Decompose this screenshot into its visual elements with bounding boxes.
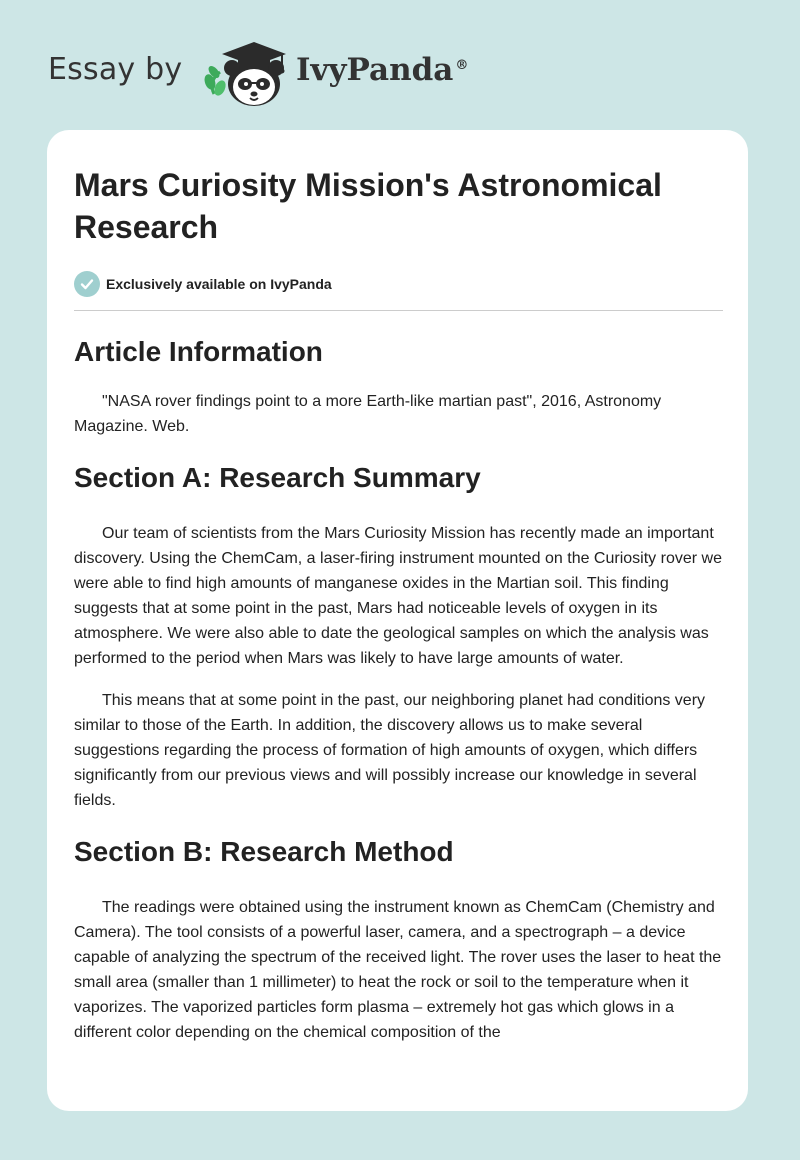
exclusive-badge <box>74 270 723 298</box>
check-icon <box>74 271 100 297</box>
summary-paragraph-1: Our team of scientists from the Mars Curiosity Mission has recently made an important discovery. Using the ChemCam, a laser-firing instrument mounted on the Curiosity rover we were able to find high amounts of manganese oxides in the Martian soil. This finding suggests that at some point in the past, Mars had noticeable levels of oxygen in its atmosphere. We were also able to date the geological samples on which the analysis was performed to the period when Mars was likely to have large amounts of water. <box>74 525 722 667</box>
essay-content <box>74 164 723 1045</box>
section-heading-article-information: Article Information <box>74 336 323 367</box>
divider <box>74 310 723 311</box>
essay-card <box>47 130 748 1111</box>
registered-mark: ® <box>455 57 469 73</box>
section-heading-research-summary: Section A: Research Summary <box>74 462 481 493</box>
summary-paragraph-2: This means that at some point in the past, our neighboring planet had conditions very similar to those of the Earth. In addition, the discovery allows us to make several suggestions regarding the process of formation of high amounts of oxygen, which differs significantly from our previous views and will possibly increase our knowledge in several fields. <box>74 692 706 809</box>
citation-paragraph: "NASA rover findings point to a more Earth-like martian past", 2016, Astronomy Magazine. Web. <box>74 393 662 435</box>
exclusive-label: Exclusively available on IvyPanda <box>106 276 332 292</box>
essay-title: Mars Curiosity Mission's Astronomical Research <box>74 167 662 245</box>
section-heading-research-method: Section B: Research Method <box>74 836 454 867</box>
brand-prefix: Essay by <box>48 52 183 87</box>
panda-graduate-icon <box>200 36 296 112</box>
method-paragraph-1: The readings were obtained using the instrument known as ChemCam (Chemistry and Camera). The tool consists of a powerful laser, camera, and a spectrograph – a device capable of analyzing the spectrum of the received light. The rover uses the laser to heat the small area (smaller than 1 millimeter) to heat the rock or soil to the temperature when it vaporizes. The vaporized particles form plasma – extremely hot gas which glows in a different color depending on the chemical composition of the <box>74 899 722 1041</box>
brand-name-text: IvyPanda <box>296 52 454 88</box>
brand-name <box>296 52 468 88</box>
brand-header <box>48 36 508 116</box>
